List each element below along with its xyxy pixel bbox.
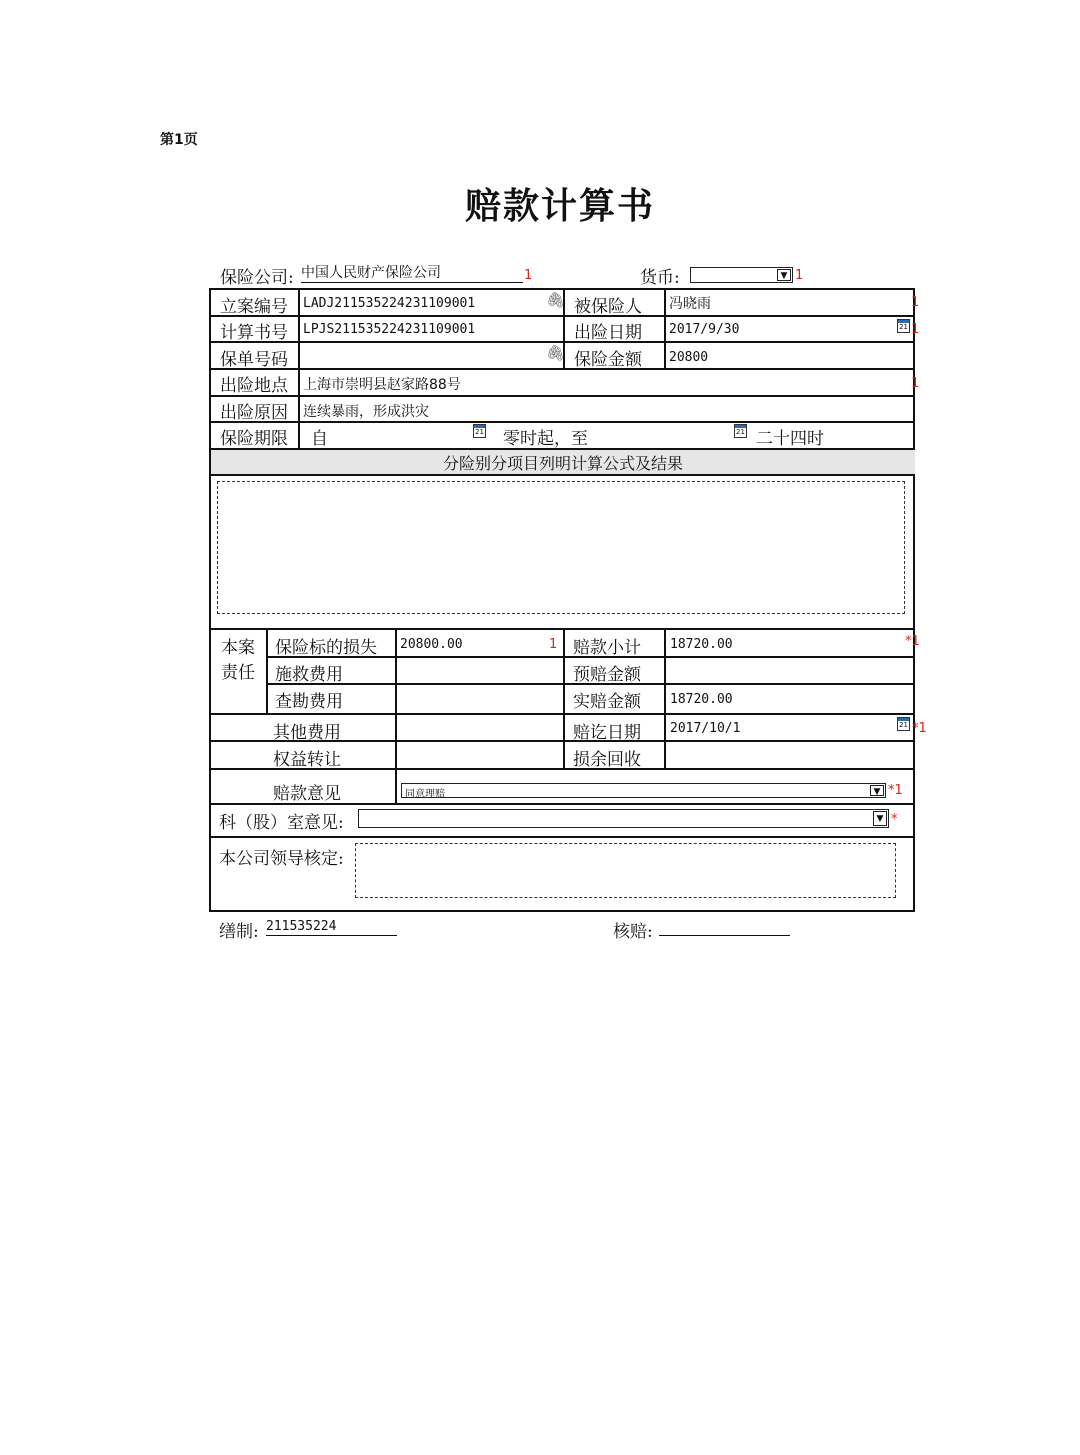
verify-field[interactable]: [659, 919, 790, 936]
insured-label: 被保险人: [574, 297, 642, 317]
liability-group-label-1: 本案: [221, 638, 255, 658]
page-title: 赔款计算书: [464, 186, 655, 227]
loss-value[interactable]: 20800.00: [400, 637, 463, 652]
page-number: 第1页: [160, 132, 198, 148]
period-label: 保险期限: [220, 429, 288, 449]
currency-label: 货币:: [640, 268, 680, 288]
dept-opinion-select[interactable]: [358, 809, 889, 828]
calendar-icon[interactable]: 21: [897, 319, 910, 333]
period-end-label: 二十四时: [756, 429, 824, 449]
calendar-icon[interactable]: 21: [473, 424, 486, 438]
claim-date-value[interactable]: 2017/10/1: [670, 721, 741, 736]
prepared-by-label: 缮制:: [219, 922, 259, 942]
claim-date-required-mark: *1: [912, 721, 927, 736]
calc-no-label: 计算书号: [220, 323, 288, 343]
case-no-value[interactable]: LADJ211535224231109001: [303, 296, 476, 311]
case-no-label: 立案编号: [220, 297, 288, 317]
rescue-label: 施救费用: [275, 665, 343, 685]
verify-label: 核赔:: [613, 922, 653, 942]
paperclip-icon[interactable]: 🖇: [546, 291, 566, 309]
period-mid-label: 零时起，至: [503, 429, 588, 449]
company-value: 中国人民财产保险公司: [301, 265, 441, 281]
accident-date-label: 出险日期: [574, 323, 642, 343]
calendar-icon[interactable]: 21: [734, 424, 747, 438]
subtotal-value[interactable]: 18720.00: [670, 637, 733, 652]
subrogation-label: 权益转让: [273, 750, 341, 770]
company-required-mark: 1: [524, 268, 533, 283]
cause-value[interactable]: 连续暴雨，形成洪灾: [303, 404, 429, 420]
policy-no-label: 保单号码: [220, 350, 288, 370]
company-field[interactable]: [301, 262, 523, 283]
company-label: 保险公司:: [220, 268, 294, 288]
period-from-label: 自: [311, 429, 328, 449]
loss-label: 保险标的损失: [275, 638, 377, 658]
chevron-down-icon[interactable]: ▼: [870, 785, 884, 796]
accident-date-value[interactable]: 2017/9/30: [669, 322, 740, 337]
salvage-label: 损余回收: [573, 750, 641, 770]
insured-value[interactable]: 冯晓雨: [669, 296, 711, 312]
calc-band-title: 分险别分项目列明计算公式及结果: [442, 454, 683, 473]
subtotal-label: 赔款小计: [573, 638, 641, 658]
opinion-required-mark: *1: [888, 783, 903, 798]
liability-group-label-2: 责任: [221, 663, 255, 683]
loss-required-mark: 1: [549, 637, 558, 652]
actual-label: 实赔金额: [573, 692, 641, 712]
prepaid-label: 预赔金额: [573, 665, 641, 685]
paperclip-icon[interactable]: 🖇: [546, 344, 566, 362]
other-label: 其他费用: [273, 723, 341, 743]
dept-opinion-required-mark: *: [891, 812, 898, 827]
prepared-by-field[interactable]: [266, 919, 397, 936]
calendar-icon[interactable]: 21: [897, 717, 910, 731]
place-value[interactable]: 上海市崇明县赵家路88号: [303, 377, 461, 393]
claim-date-label: 赔讫日期: [573, 723, 641, 743]
subtotal-required-mark: *1: [905, 634, 920, 649]
place-label: 出险地点: [220, 376, 288, 396]
survey-label: 查勘费用: [275, 692, 343, 712]
actual-value[interactable]: 18720.00: [670, 692, 733, 707]
prepared-by-value: 211535224: [266, 919, 337, 934]
cause-label: 出险原因: [220, 403, 288, 423]
currency-select[interactable]: [690, 267, 793, 283]
calc-no-value[interactable]: LPJS211535224231109001: [303, 322, 476, 337]
insured-required-mark: 1: [911, 295, 920, 310]
opinion-select[interactable]: [401, 783, 886, 798]
leader-approval-textarea[interactable]: [355, 843, 896, 898]
chevron-down-icon[interactable]: ▼: [873, 811, 887, 826]
insured-amount-label: 保险金额: [574, 350, 642, 370]
opinion-selected-value: 同意理赔: [405, 789, 445, 800]
dept-opinion-label: 科（股）室意见:: [219, 813, 344, 833]
leader-approval-label: 本公司领导核定:: [219, 849, 344, 869]
calc-formula-textarea[interactable]: [217, 481, 905, 614]
accident-date-required-mark: 1: [911, 322, 920, 337]
chevron-down-icon[interactable]: ▼: [777, 269, 791, 281]
place-required-mark: 1: [911, 376, 920, 391]
insured-amount-value[interactable]: 20800: [669, 350, 709, 365]
opinion-label: 赔款意见: [273, 784, 341, 804]
currency-required-mark: 1: [795, 268, 804, 283]
